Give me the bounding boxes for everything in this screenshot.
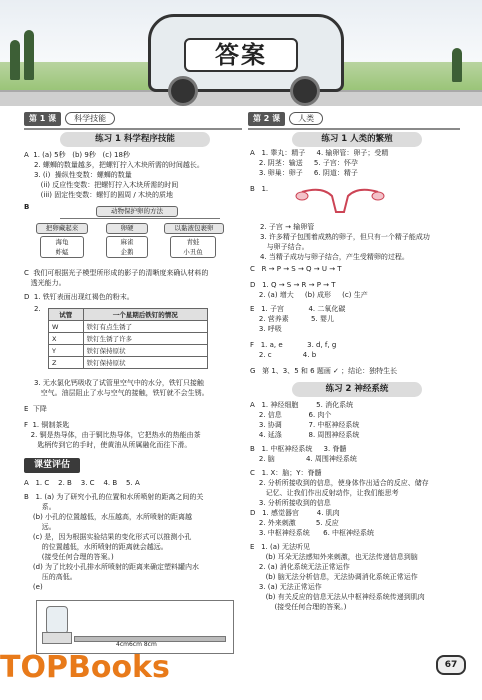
table-cell: W	[49, 321, 84, 333]
table-header: 一个星期后铁钉的情况	[83, 309, 207, 321]
banner-road	[0, 90, 482, 106]
r2-answer-B: B 1. 中枢神经系统 3. 脊髓 2. 脑 4. 周围神经系统	[250, 445, 357, 463]
concept-col-2: 卵硬	[106, 223, 148, 234]
lesson-topic: 科学技能	[65, 112, 115, 125]
answer-D3: 3. 无水氯化钙吸收了试管里空气中的水分，铁钉只接触 空气。油层阻止了水与空气的接触，铁钉就不会生锈。	[34, 379, 209, 397]
section-title-assessment: 课堂评估	[24, 458, 80, 473]
table-cell: Z	[49, 357, 84, 369]
table-cell: 铁钉保持原状	[83, 345, 207, 357]
rust-table	[48, 308, 208, 369]
concept-col-3: 以黏液包裹卵	[164, 223, 224, 234]
lesson-header-right	[248, 112, 323, 126]
table-cell: Y	[49, 345, 84, 357]
table-cell: 铁钉保持原状	[83, 357, 207, 369]
table-cell: 铁钉生锈了许多	[83, 333, 207, 345]
r-answer-D: D 1. Q → S → R → P → T 2. (a) 增大 (b) 成形 (c) 生产	[250, 281, 368, 299]
r2-answer-E: E 1. (a) 无法听见 (b) 耳朵无法感知外来刺激，也无法传递信息到脑 2. (a) 消化系统无法正常运作 (b) 脑无法分析信息，无法协调消化系统正常运作 3. (a) 无法正常运作 (b) 有关反应的信息无法从中枢神经系统传递到肌肉 (接受任何合理的答案。)	[250, 543, 425, 611]
table-cell: X	[49, 333, 84, 345]
table-row	[49, 345, 208, 357]
exercise-title: 练习 1 人类的繁殖	[292, 132, 422, 147]
wheel-icon	[290, 76, 320, 106]
concept-item: 企鹅	[120, 248, 134, 256]
r-answer-C: C R → P → S → Q → U → T	[250, 265, 342, 273]
tree-icon	[24, 30, 34, 80]
assess-A: A 1. C 2. B 3. C 4. B 5. A	[24, 479, 140, 487]
concept-item: 蚱蜢	[55, 248, 69, 256]
concept-items-2	[106, 236, 148, 258]
answer-A-line2: 2. 螺蛳的数量越多，把螺钉拧入木块所需的时间越长。	[34, 161, 204, 169]
logo-top: TOP	[0, 650, 68, 685]
concept-item: 小丑鱼	[183, 248, 203, 256]
r2-answer-C: C 1. X：脑；Y：脊髓 2. 分析所接收到的信息，使身体作出适合的反应、储存 记忆、让我们作出反射动作，让我们能思考 3. 分析所接收到的信息	[250, 469, 429, 507]
tree-icon	[10, 40, 20, 80]
assess-B: B 1. (a) 为了研究小孔的位置和水所喷射的距离之间的关 系。 (b) 小孔的位置越低，水压越高，水所喷射的距离越 远。 (c) 是，因为根据实验结果的变化形式可以推测小孔 的位置越低，水所喷射的距离就会越远。 (接受任何合理的答案。) (d) 为了比较小孔排水所喷射的距离来确定塑料罐内水 压的高低。 (e)	[24, 493, 204, 591]
answer-D1: D 1. 铁钉表面出现红褐色的粉末。	[24, 293, 134, 301]
answer-B-label: B	[24, 203, 30, 211]
answer-F: F 1. 铜制茶匙 2. 铜是热导体，由于铜比热导体，它把热水的热能由茶 匙柄传到它的手时，使黄油从所属融化而往下滑。	[24, 421, 201, 449]
lesson-topic: 人类	[289, 112, 323, 125]
answer-A-line4: (ii) 反应性变数：把螺钉拧入木块所需的时间	[34, 181, 179, 189]
lesson-number: 第 2 课	[248, 112, 285, 126]
table-row	[49, 357, 208, 369]
exercise-title: 练习 2 神经系统	[292, 382, 422, 397]
answer-A-line5: (iii) 固定性变数：螺钉的圆周 / 木块的质地	[34, 191, 174, 199]
page-title: 答案	[184, 38, 298, 72]
r-answer-B: B 1.	[250, 185, 269, 193]
concept-connector	[60, 218, 220, 219]
page-number: 67	[436, 655, 466, 675]
r-answer-F: F 1. a, e 3. d, f, g 2. c 4. b	[250, 341, 337, 359]
r2-answer-A: A 1. 神经细胞 5. 消化系统 2. 信息 6. 肉个 3. 协调 7. 中枢神经系统 4. 延涤 8. 周围神经系统	[250, 401, 360, 439]
answer-C: C 我们可根据光子模型所形成的影子的清晰度来确认材料的 透光能力。	[24, 269, 209, 287]
answer-A-line3: 3. (i) 操纵性变数：螺蛳的数量	[34, 171, 132, 179]
concept-items-1	[40, 236, 84, 258]
table-header: 试管	[49, 309, 84, 321]
answer-D2-label: 2.	[34, 305, 41, 313]
exercise-title: 练习 1 科学程序技能	[60, 132, 210, 147]
lesson-number: 第 1 课	[24, 112, 61, 126]
logo-books: Books	[67, 650, 170, 685]
concept-items-3	[170, 236, 216, 258]
table-row	[49, 321, 208, 333]
concept-map-root: 动物保护卵的方法	[96, 206, 178, 217]
lesson-header-left	[24, 112, 115, 126]
table-row	[49, 333, 208, 345]
r-answer-E: E 1. 子宫 4. 二氧化碳 2. 营养素 5. 婴儿 3. 呼吸	[250, 305, 346, 333]
r-answer-B2: 2. 子宫 → 输卵管 3. 许多精子包围着成熟的卵子，但只有一个精子能成功 与卵子结合。 4. 当精子成功与卵子结合，产生受精卵的过程。	[260, 223, 430, 261]
ruler-label: 4cm6cm 8cm	[116, 641, 157, 648]
uterus-diagram-icon	[292, 184, 388, 218]
tree-icon	[452, 48, 462, 82]
answer-A-line1: A 1. (a) 5秒 (b) 9秒 (c) 18秒	[24, 151, 130, 159]
r-answer-A: A 1. 睾丸：精子 4. 输卵管：卵子；受精 2. 阴茎：输送 5. 子宫：怀孕 3. 卵巢：卵子 6. 阴道：精子	[250, 149, 389, 177]
wheel-icon	[168, 76, 198, 106]
concept-col-1: 把卵藏起来	[36, 223, 88, 234]
stand-icon	[42, 632, 72, 644]
table-cell: 铁钉有点生锈了	[83, 321, 207, 333]
water-jug-icon	[46, 606, 68, 634]
answer-E: E 下降	[24, 405, 47, 413]
concept-item: 海龟	[55, 238, 69, 246]
concept-item: 青蛙	[186, 238, 200, 246]
r2-answer-D: D 1. 感觉器官 4. 肌肉 2. 外来刺激 5. 反应 3. 中枢神经系统 6. 中枢神经系统	[250, 509, 375, 537]
topbooks-logo	[0, 650, 170, 685]
concept-item: 麻雀	[120, 238, 134, 246]
r-answer-G: G 第 1、3、5 和 6 题画 ✓ ；结论：独特生长	[250, 367, 398, 375]
